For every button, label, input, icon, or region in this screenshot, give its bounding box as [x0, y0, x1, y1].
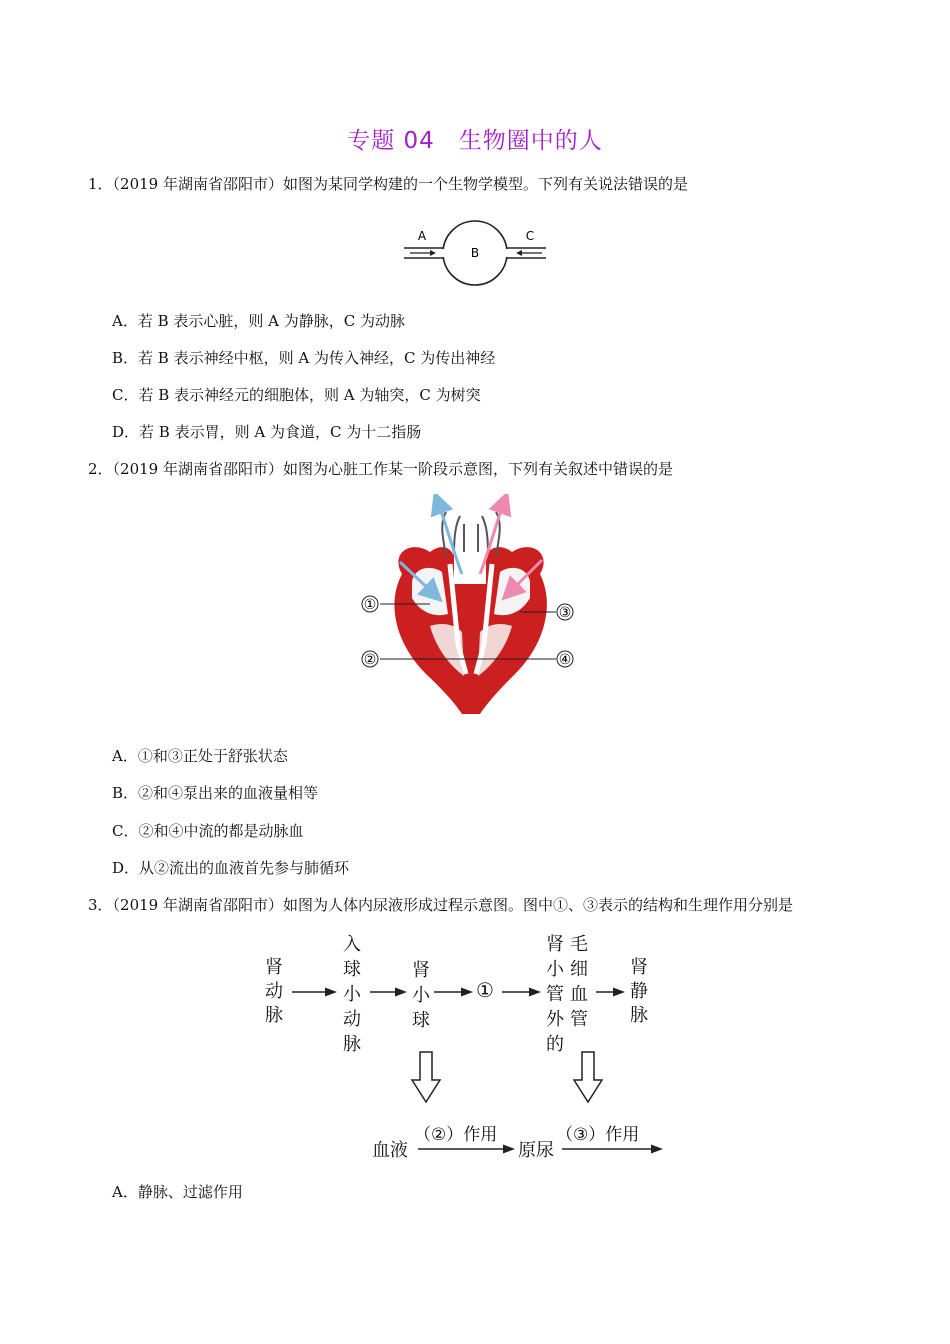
step-2-label: （②）作用	[414, 1125, 498, 1145]
down-arrow-right	[574, 1052, 602, 1102]
renal-vein-label: 肾静脉	[630, 957, 648, 1026]
question-3-urine-figure	[0, 930, 950, 1166]
question-2-heart-figure	[350, 494, 590, 720]
heart-label-4: ④	[558, 652, 572, 668]
question-2-option-a: A．①和③正处于舒张状态	[112, 747, 288, 765]
blood-label: 血液	[372, 1140, 408, 1161]
capillary-label-right: 毛细血管	[570, 934, 588, 1030]
heart-label-2: ②	[363, 652, 377, 668]
label-b: B	[470, 246, 480, 260]
question-3-stem: 3．（2019 年湖南省邵阳市）如图为人体内尿液形成过程示意图。图中①、③表示的结构和生理作用分别是	[88, 896, 793, 914]
renal-artery-label: 肾动脉	[265, 957, 283, 1026]
glomerulus-label: 肾小球	[412, 960, 430, 1031]
question-1-option-d: D．若 B 表示胃，则 A 为食道，C 为十二指肠	[112, 423, 422, 441]
question-1-option-c: C．若 B 表示神经元的细胞体，则 A 为轴突，C 为树突	[112, 386, 481, 404]
question-2-option-d: D．从②流出的血液首先参与肺循环	[112, 859, 350, 877]
primary-urine-label: 原尿	[518, 1140, 554, 1161]
capillary-label-left: 肾小管外的	[546, 934, 564, 1055]
question-2-option-b: B．②和④泵出来的血液量相等	[112, 784, 319, 802]
question-3-option-a: A．静脉、过滤作用	[112, 1183, 243, 1201]
question-2-stem: 2．（2019 年湖南省邵阳市）如图为心脏工作某一阶段示意图，下列有关叙述中错误的是	[88, 460, 673, 478]
heart-label-3: ③	[558, 605, 572, 621]
afferent-arteriole-label: 入球小动脉	[343, 934, 361, 1055]
label-c: C	[525, 229, 535, 243]
heart-label-1: ①	[363, 597, 377, 613]
question-1-option-a: A．若 B 表示心脏，则 A 为静脉，C 为动脉	[112, 312, 406, 330]
label-a: A	[417, 229, 427, 243]
down-arrow-left	[412, 1052, 440, 1102]
page-title: 专题 04 生物圈中的人	[347, 128, 603, 154]
structure-1-label: ①	[476, 978, 494, 1002]
question-2-option-c: C．②和④中流的都是动脉血	[112, 822, 304, 840]
question-1-stem: 1．（2019 年湖南省邵阳市）如图为某同学构建的一个生物学模型。下列有关说法错误的是	[88, 175, 688, 193]
question-1-figure	[400, 218, 550, 286]
step-3-label: （③）作用	[556, 1125, 640, 1145]
question-1-option-b: B．若 B 表示神经中枢，则 A 为传入神经，C 为传出神经	[112, 349, 496, 367]
